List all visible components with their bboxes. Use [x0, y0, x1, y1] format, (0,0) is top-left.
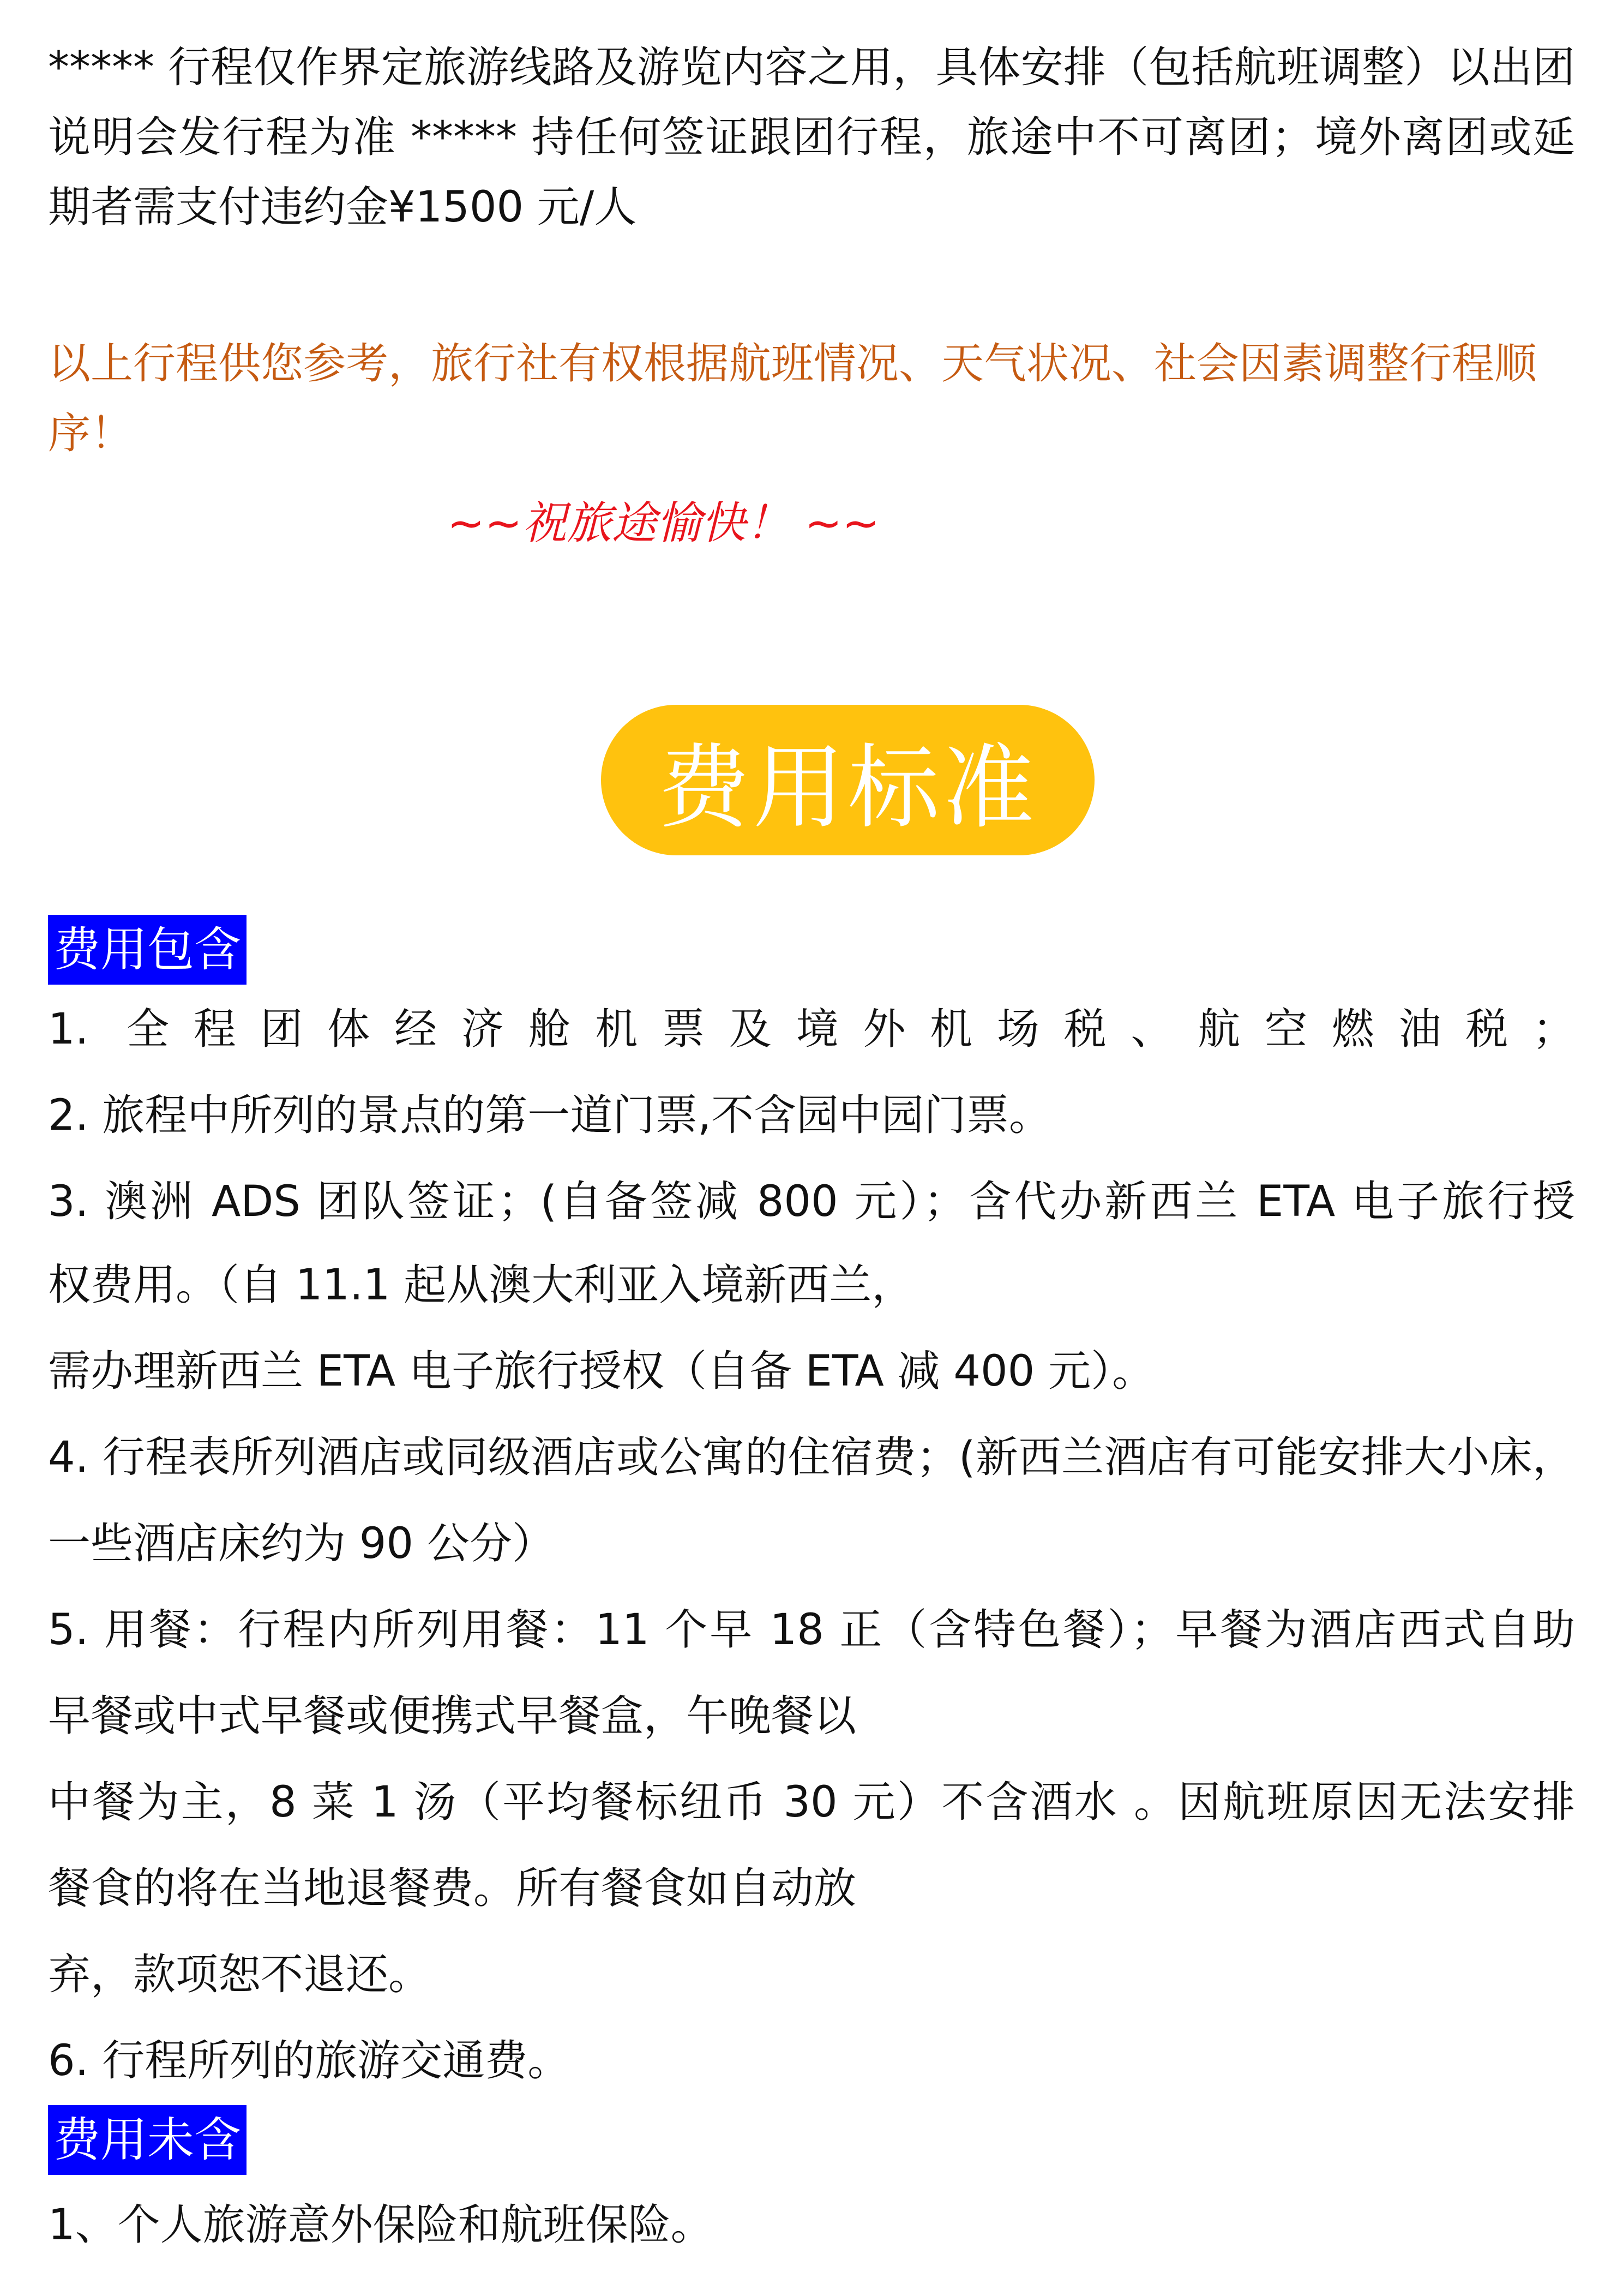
fee-included-line: 餐食的将在当地退餐费。所有餐食如自动放	[48, 1864, 857, 1913]
fee-included-line: 权费用。（自 11.1 起从澳大利亚入境新西兰，	[48, 1261, 915, 1310]
fee-included-line: 弃，款项恕不退还。	[48, 1950, 431, 1999]
fee-included-line: 早餐或中式早餐或便携式早餐盒，午晚餐以	[48, 1692, 857, 1741]
fee-included-heading: 费用包含	[48, 915, 247, 985]
fee-included-line: 中餐为主，8 菜 1 汤（平均餐标纽币 30 元）不含酒水 。因航班原因无法安排	[48, 1778, 1575, 1827]
itinerary-remark: 以上行程供您参考，旅行社有权根据航班情况、天气状况、社会因素调整行程顺序！	[48, 339, 1537, 458]
fee-included-line: 3. 澳洲 ADS 团队签证；(自备签减 800 元）；含代办新西兰 ETA 电子旅行授	[48, 1177, 1575, 1226]
fee-included-line: 5. 用餐：行程内所列用餐：11 个早 18 正（含特色餐）；早餐为酒店西式自助	[48, 1605, 1575, 1654]
fee-standard-title: 费用标准	[658, 734, 1038, 841]
itinerary-notice: ***** 行程仅作界定旅游线路及游览内容之用，具体安排（包括航班调整）以出团说明会发行程为准 ***** 持任何签证跟团行程，旅途中不可离团；境外离团或延期者需支付违约金¥1500 元/人	[48, 43, 1575, 232]
fee-included-line: 6. 行程所列的旅游交通费。	[48, 2036, 570, 2085]
fee-standard-banner	[601, 705, 1095, 855]
fee-included-line: 1. 全程团体经济舱机票及境外机场税、航空燃油税；	[48, 1005, 1575, 1054]
fee-included-line: 需办理新西兰 ETA 电子旅行授权（自备 ETA 减 400 元）。	[48, 1347, 1155, 1396]
fee-included-line: 4. 行程表所列酒店或同级酒店或公寓的住宿费；(新西兰酒店有可能安排大小床，	[48, 1433, 1575, 1482]
fee-included-line: 2. 旅程中所列的景点的第一道门票,不含园中园门票。	[48, 1091, 1052, 1140]
fee-included-line: 一些酒店床约为 90 公分）	[48, 1519, 555, 1568]
fee-excluded-heading: 费用未含	[48, 2105, 247, 2175]
travel-wish: ~~祝旅途愉快！ ~~	[447, 497, 880, 549]
fee-excluded-line: 1、个人旅游意外保险和航班保险。	[48, 2201, 713, 2250]
